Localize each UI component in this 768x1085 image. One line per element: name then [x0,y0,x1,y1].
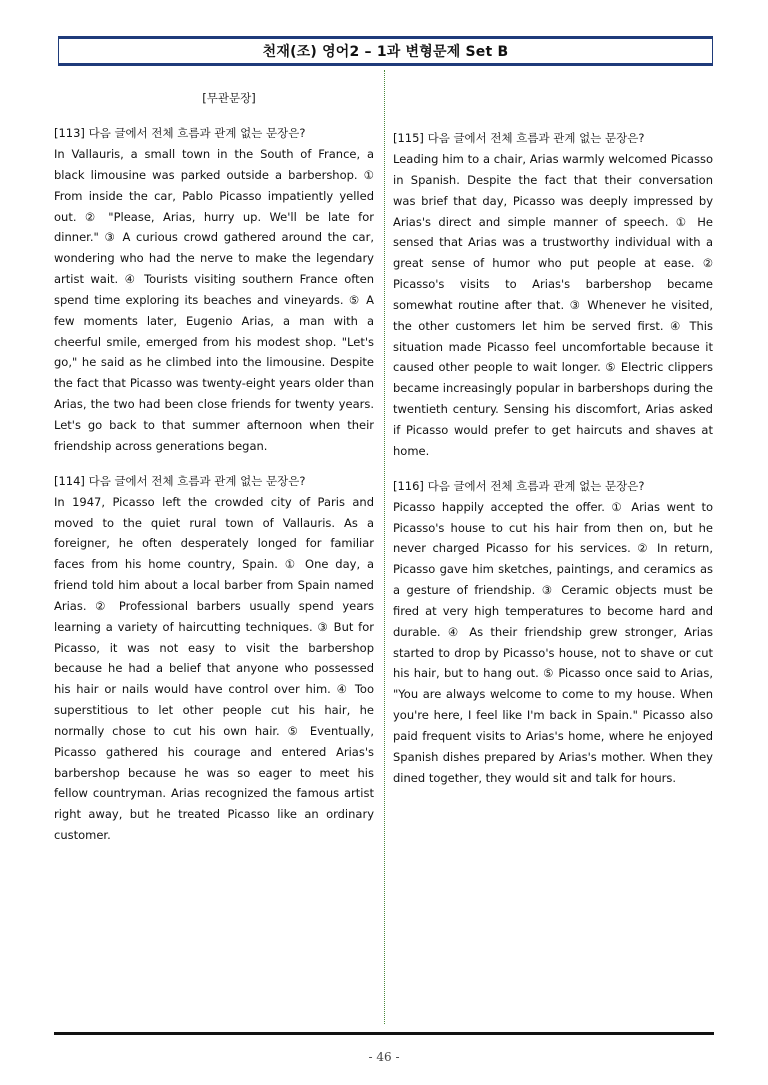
section-label: [무관문장] [202,91,256,105]
question-heading: [115] 다음 글에서 전체 흐름과 관계 없는 문장은? [393,131,645,145]
question-passage: In 1947, Picasso left the crowded city of Paris and moved to the quiet rural town of Vallauris. As a foreigner, he often desperately longed for familiar faces from his home country, Spain. ① One day, a friend told him about a local barber from Spain named Arias. ② Professional barbers usually spend years learning a variety of haircutting techniques. ③ But for Picasso, it was not easy to visit the barbershop because he had a belief that anyone who possessed his hair or nails would have control over him. ④ Too superstitious to let other people cut his hair, he normally chose to cut his own hair. ⑤ Eventually, Picasso gathered his courage and entered Arias's barbershop because he was so eager to meet his fellow countryman. Arias recognized the famous artist right away, but he treated Picasso like an ordinary customer. [54,494,374,843]
page-number: - 46 - [368,1050,400,1064]
question-heading: [114] 다음 글에서 전체 흐름과 관계 없는 문장은? [54,473,306,488]
page-header [58,36,713,66]
question-heading: [113] 다음 글에서 전체 흐름과 관계 없는 문장은? [54,126,306,140]
question-113 [54,123,374,457]
question-115 [393,128,713,462]
column-divider [384,70,385,1024]
page-title: 천재(조) 영어2 – 1과 변형문제 Set B [262,44,509,60]
question-114 [54,471,374,846]
question-passage: Picasso happily accepted the offer. ① Arias went to Picasso's house to cut his hair from then on, but he never charged Picasso for his services. ② In return, Picasso gave him sketches, paintings, and ceramics as a gesture of friendship. ③ Ceramic objects must be fired at very high temperatures to become hard and durable. ④ As their friendship grew stronger, Arias started to drop by Picasso's house, not to shave or cut his hair, but to hang out. ⑤ Picasso once said to Arias, "You are always welcome to come to my house. When you're here, I feel like I'm back in Spain." Picasso also paid frequent visits to Arias's home, where he enjoyed Spanish dishes prepared by Arias's mother. When they dined together, they would sit and talk for hours. [393,499,713,785]
footer-rule [54,1032,714,1035]
question-heading: [116] 다음 글에서 전체 흐름과 관계 없는 문장은? [393,478,645,493]
question-passage: Leading him to a chair, Arias warmly welcomed Picasso in Spanish. Despite the fact that their conversation was brief that day, Picasso was deeply impressed by Arias's direct and simple manner of speech. ① He sensed that Arias was a trustworthy individual with a great sense of humor who put people at ease. ② Picasso's visits to Arias's barbershop became somewhat routine after that. ③ Whenever he visited, the other customers let him be served first. ④ This situation made Picasso feel uncomfortable because it caused other people to wait longer. ⑤ Electric clippers became increasingly popular in barbershops during the twentieth century. Sensing his discomfort, Arias asked if Picasso would prefer to get haircuts and shaves at home. [393,152,713,458]
question-passage: In Vallauris, a small town in the South of France, a black limousine was parked outside a barbershop. ① From inside the car, Pablo Picasso impatiently yelled out. ② "Please, Arias, hurry up. We'll be late for dinner." ③ A curious crowd gathered around the car, wondering who had the nerve to make the legendary artist wait. ④ Tourists visiting southern France often spend time exploring its beaches and vineyards. ⑤ A few moments later, Eugenio Arias, a man with a cheerful smile, emerged from his modest shop. "Let's go," he said as he climbed into the limousine. Despite the fact that Picasso was twenty-eight years older than Arias, the two had been close friends for twenty years. Let's go back to that summer afternoon when their friendship across generations began. [54,147,374,453]
question-116 [393,476,713,789]
left-column [54,88,374,860]
right-column [393,88,713,802]
